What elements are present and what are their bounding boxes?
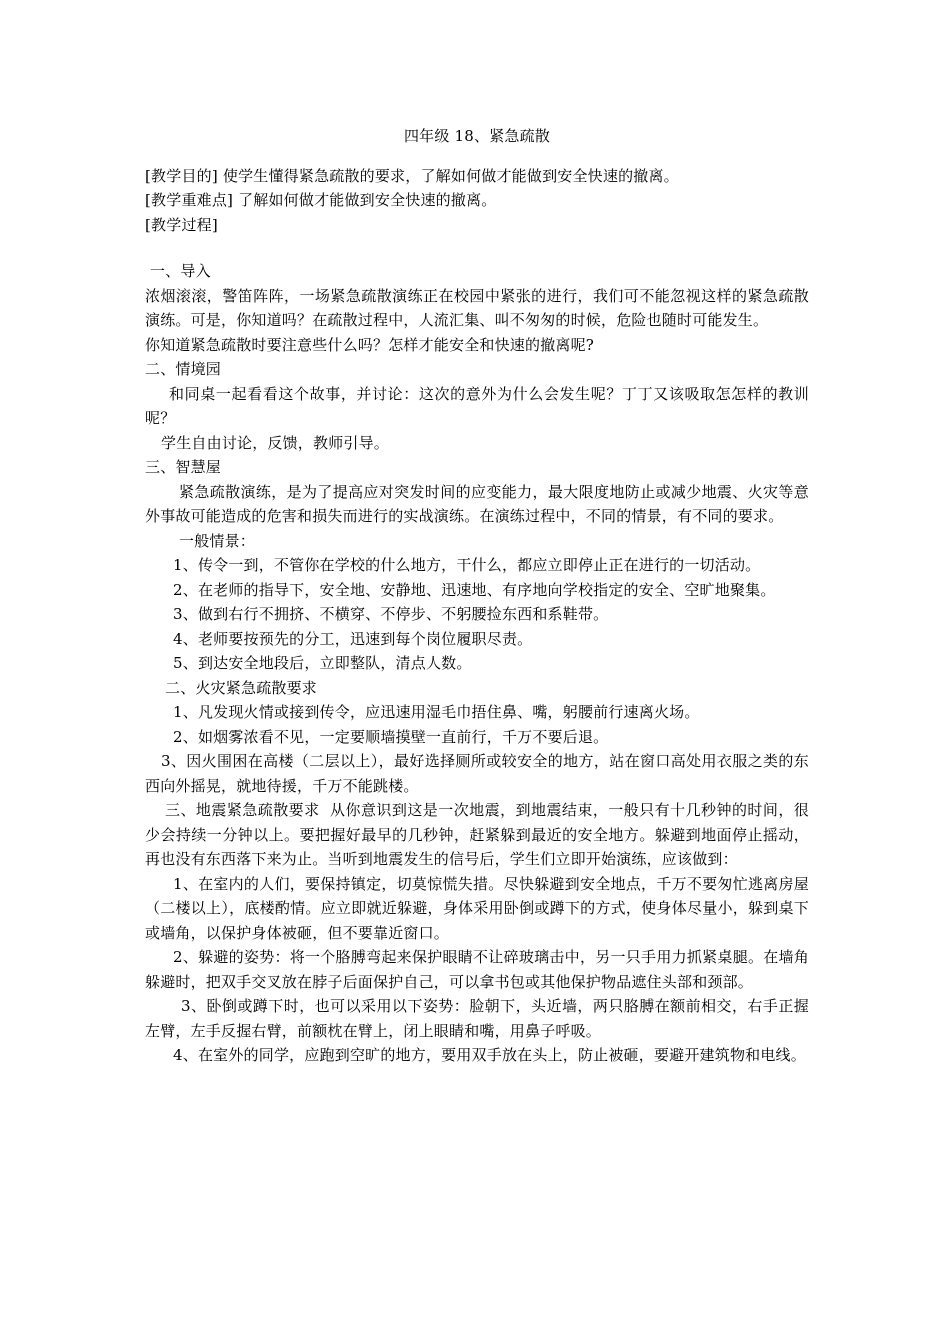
general-item: 1、传令一到，不管你在学校的什么地方，干什么，都应立即停止正在进行的一切活动。 <box>173 556 761 574</box>
fire-item: 3、因火围困在高楼（二层以上），最好选择厕所或较安全的地方，站在窗口高处用衣服之类的东西向外摇晃，就地待援，千万不能跳楼。 <box>145 752 809 795</box>
section-heading-wisdom: 三、智慧屋 <box>145 458 222 476</box>
section-heading-intro: 一、导入 <box>145 262 211 280</box>
general-item: 3、做到右行不拥挤、不横穿、不停步、不躬腰捡东西和系鞋带。 <box>173 605 609 623</box>
wisdom-intro: 紧急疏散演练，是为了提高应对突发时间的应变能力，最大限度地防止或减少地震、火灾等意外事故可能造成的危害和损失而进行的实战演练。在演练过程中，不同的情景，有不同的要求。 <box>145 482 809 525</box>
teaching-objective: [教学目的] 使学生懂得紧急疏散的要求，了解如何做才能做到安全快速的撤离。 <box>145 166 679 185</box>
earthquake-item: 1、在室内的人们，要保持镇定，切莫惊慌失措。尽快躲避到安全地点，千万不要匆忙逃离房屋（二楼以上），底楼酌情。应立即就近躲避，身体采用卧倒或蹲下的方式，使身体尽量小，躲到桌下或墙角，以保护身体被砸，但不要靠近窗口。 <box>145 874 809 942</box>
fire-item: 1、凡发现火情或接到传令，应迅速用湿毛巾捂住鼻、嘴，躬腰前行速离火场。 <box>173 703 700 721</box>
general-item: 2、在老师的指导下，安全地、安静地、迅速地、有序地向学校指定的安全、空旷地聚集。 <box>173 580 776 599</box>
section-heading-scenario: 二、情境园 <box>145 360 222 378</box>
fire-heading: 二、火灾紧急疏散要求 <box>165 678 318 697</box>
intro-paragraph: 浓烟滚滚，警笛阵阵，一场紧急疏散演练正在校园中紧张的进行，我们可不能忽视这样的紧急疏散演练。可是，你知道吗？在疏散过程中，人流汇集、叫不匆匆的时候，危险也随时可能发生。 <box>145 286 809 329</box>
intro-question: 你知道紧急疏散时要注意些什么吗？怎样才能安全和快速的撤离呢? <box>145 335 595 354</box>
document-title: 四年级 18、紧急疏散 <box>403 127 551 145</box>
spacer <box>145 237 809 259</box>
earthquake-intro: 三、地震紧急疏散要求 从你意识到这是一次地震，到地震结束，一般只有十几秒钟的时间，很少会持续一分钟以上。要把握好最早的几秒钟，赶紧躲到最近的安全地方。躲避到地面停止摇动，再也没有东西落下来为止。当听到地震发生的信号后，学生们立即开始演练，应该做到： <box>145 801 809 868</box>
scenario-discussion: 学生自由讨论，反馈，教师引导。 <box>161 433 390 452</box>
earthquake-item: 2、躲避的姿势：将一个胳膊弯起来保护眼睛不让碎玻璃击中，另一只手用力抓紧桌腿。在墙角躲避时，把双手交叉放在脖子后面保护自己，可以拿书包或其他保护物品遮住头部和颈部。 <box>145 948 809 991</box>
general-item: 5、到达安全地段后，立即整队，清点人数。 <box>173 654 472 672</box>
document-body <box>145 124 809 1068</box>
teaching-key-points: [教学重难点] 了解如何做才能做到安全快速的撤离。 <box>145 191 497 209</box>
fire-item: 2、如烟雾浓看不见，一定要顺墙摸壁一直前行，千万不要后退。 <box>173 727 609 746</box>
general-scenario-heading: 一般情景： <box>179 531 256 550</box>
general-item: 4、老师要按预先的分工，迅速到每个岗位履职尽责。 <box>173 629 533 648</box>
scenario-paragraph: 和同桌一起看看这个故事，并讨论：这次的意外为什么会发生呢？丁丁又该吸取怎怎样的教训呢？ <box>145 384 809 427</box>
earthquake-item: 3、卧倒或蹲下时，也可以采用以下姿势：脸朝下，头近墙，两只胳膊在额前相交，右手正握左臂，左手反握右臂，前额枕在臂上，闭上眼睛和嘴，用鼻子呼吸。 <box>145 997 809 1040</box>
earthquake-item: 4、在室外的同学，应跑到空旷的地方，要用双手放在头上，防止被砸，要避开建筑物和电线。 <box>173 1046 806 1064</box>
teaching-process-heading: [教学过程] <box>145 215 218 234</box>
